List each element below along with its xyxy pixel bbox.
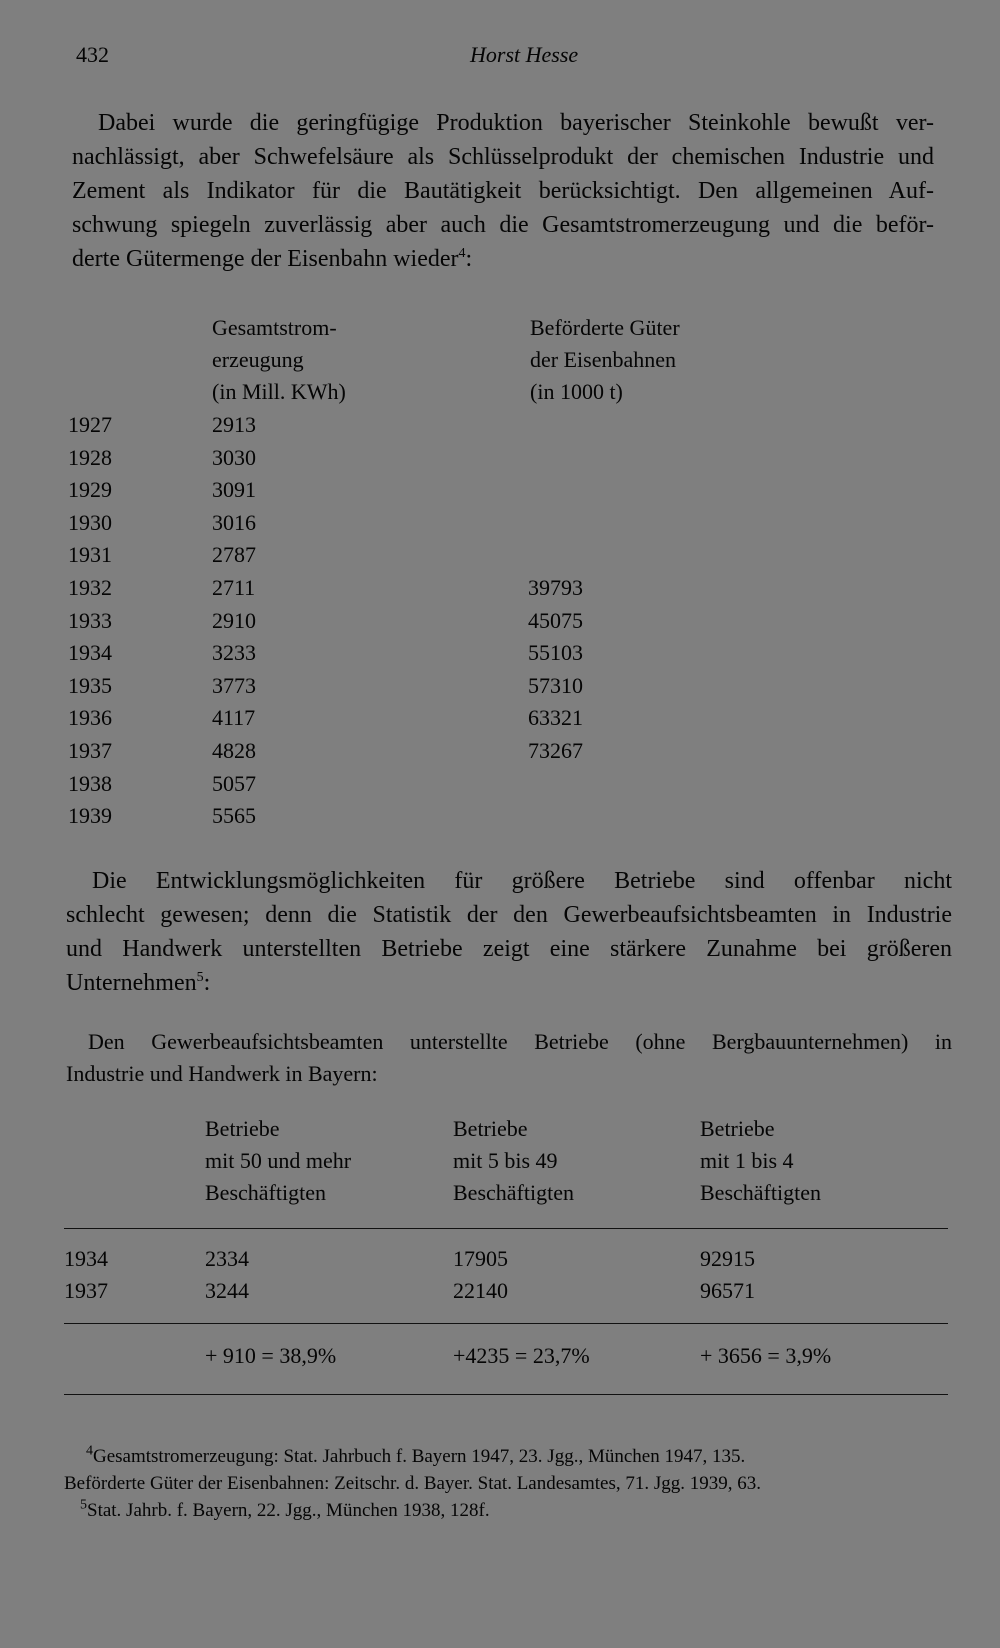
paragraph-line: Zement als Indikator für die Bautätigkeit berücksichtigt. Den allgemeinen Auf- xyxy=(72,178,934,204)
paragraph-end-punct: : xyxy=(465,246,473,272)
paragraph-line: schwung spiegeln zuverlässig aber auch die Gesamtstromerzeugung und die beför- xyxy=(72,212,934,238)
footnote-text: Stat. Jahrb. f. Bayern, 22. Jgg., München 1938, 128f. xyxy=(87,1500,490,1521)
table1-gueter-value: 55103 xyxy=(528,640,583,666)
table1-strom-value: 2787 xyxy=(212,542,256,568)
table1-strom-value: 3091 xyxy=(212,477,256,503)
paragraph-line: und Handwerk unterstellten Betriebe zeigt eine stärkere Zunahme bei größeren xyxy=(66,936,952,962)
paragraph-1 xyxy=(72,106,934,276)
table2-cell: 2334 xyxy=(205,1246,249,1271)
table1-year: 1932 xyxy=(68,575,112,600)
table1-gueter-value: 57310 xyxy=(528,672,583,698)
paragraph-line: schlecht gewesen; denn die Statistik der den Gewerbeaufsichtsbeamten in Industrie xyxy=(66,902,952,928)
table1-year: 1934 xyxy=(68,640,112,666)
table1-year: 1929 xyxy=(68,477,112,503)
paragraph-line xyxy=(72,242,934,276)
table1-strom-value: 2711 xyxy=(212,575,256,600)
table1-gueter-value: 45075 xyxy=(528,607,583,633)
paragraph-line: Dabei wurde die geringfügige Produktion bayerischer Steinkohle bewußt ver- xyxy=(98,110,934,136)
table1-year: 1935 xyxy=(68,672,112,698)
table2-header-line: Beschäftigten xyxy=(205,1180,326,1205)
paragraph-line-text: Unternehmen xyxy=(66,970,197,996)
table1-col2-header-line: der Eisenbahnen xyxy=(530,347,676,372)
table1-year: 1938 xyxy=(68,770,112,796)
table2-bottom-rule xyxy=(64,1394,948,1395)
table1-year: 1933 xyxy=(68,607,112,633)
table1-year: 1930 xyxy=(68,509,112,535)
table1-strom-value: 3016 xyxy=(212,509,256,535)
table1-strom-value: 3030 xyxy=(212,444,256,470)
footnote-ref-5: 5 xyxy=(196,970,204,985)
table1-strom-value: 5565 xyxy=(212,803,256,829)
table2-header-line: Beschäftigten xyxy=(700,1180,821,1205)
caption-line: Industrie und Handwerk in Bayern: xyxy=(66,1061,378,1086)
table1-year: 1931 xyxy=(68,542,112,568)
page-number: 432 xyxy=(76,42,109,67)
footnote-text: Beförderte Güter der Eisenbahnen: Zeitschr. d. Bayer. Stat. Landesamtes, 71. Jgg. 1939, 63. xyxy=(64,1473,762,1494)
footnote-mark: 4 xyxy=(86,1443,93,1459)
table2-cell: 96571 xyxy=(700,1278,755,1303)
footnote-text: Gesamtstromerzeugung: Stat. Jahrbuch f. Bayern 1947, 23. Jgg., München 1947, 135. xyxy=(93,1446,746,1467)
table1-gueter-value: 39793 xyxy=(528,575,583,600)
table2-header-line: mit 5 bis 49 xyxy=(453,1148,558,1173)
table1-col2-header-line: Beförderte Güter xyxy=(530,315,680,340)
table1-year: 1939 xyxy=(68,803,112,829)
table2-year: 1937 xyxy=(64,1278,108,1303)
table1-gueter-value: 63321 xyxy=(528,705,583,731)
paragraph-line: Die Entwicklungsmöglichkeiten für größere Betriebe sind offenbar nicht xyxy=(92,868,952,894)
table2-header-line: Betriebe xyxy=(453,1116,528,1141)
table1-strom-value: 3233 xyxy=(212,640,256,666)
table1-strom-value: 5057 xyxy=(212,770,256,796)
table1-col1-header-line: (in Mill. KWh) xyxy=(212,379,346,404)
table1-col1-header-line: Gesamtstrom- xyxy=(212,315,337,340)
running-header-author: Horst Hesse xyxy=(470,42,579,67)
table1-gueter-value: 73267 xyxy=(528,738,583,763)
table2-change: +4235 = 23,7% xyxy=(453,1343,590,1368)
paragraph-line: nachlässigt, aber Schwefelsäure als Schlüsselprodukt der chemischen Industrie und xyxy=(72,144,934,170)
footnote-ref-4: 4 xyxy=(458,246,466,261)
table2-header-line: Betriebe xyxy=(700,1116,775,1141)
table2-year: 1934 xyxy=(64,1246,108,1271)
paragraph-2 xyxy=(66,864,952,1000)
table2-mid-rule xyxy=(64,1323,948,1324)
table1-col1-header-line: erzeugung xyxy=(212,347,304,372)
table2-header-line: Betriebe xyxy=(205,1116,280,1141)
table1-year: 1927 xyxy=(68,412,112,437)
paragraph-end-punct: : xyxy=(203,970,211,996)
table2-cell: 17905 xyxy=(453,1246,508,1271)
table1-col2-header-line: (in 1000 t) xyxy=(530,379,623,404)
table2-caption xyxy=(66,1026,952,1090)
table2-change: + 3656 = 3,9% xyxy=(700,1343,832,1368)
table1-year: 1937 xyxy=(68,738,112,763)
table1-year: 1928 xyxy=(68,444,112,470)
table2-header-line: mit 1 bis 4 xyxy=(700,1148,794,1173)
table1-strom-value: 4828 xyxy=(212,738,256,763)
table2-header-line: mit 50 und mehr xyxy=(205,1148,352,1173)
footnote-4-continued xyxy=(64,1471,761,1497)
table1-strom-value: 4117 xyxy=(212,705,256,731)
table1-year: 1936 xyxy=(68,705,112,731)
paragraph-line xyxy=(66,966,952,1000)
footnote-mark: 5 xyxy=(80,1497,87,1513)
paragraph-line-text: derte Gütermenge der Eisenbahn wieder xyxy=(72,246,459,272)
table1-strom-value: 3773 xyxy=(212,672,256,698)
table2-change: + 910 = 38,9% xyxy=(205,1343,337,1368)
table1-strom-value: 2913 xyxy=(212,412,256,437)
table2-cell: 92915 xyxy=(700,1246,755,1271)
table2-cell: 22140 xyxy=(453,1278,508,1303)
table2-header-line: Beschäftigten xyxy=(453,1180,574,1205)
table2-top-rule xyxy=(64,1228,948,1229)
table1-strom-value: 2910 xyxy=(212,607,256,633)
footnote-5 xyxy=(80,1498,490,1524)
footnote-4 xyxy=(86,1444,745,1470)
table2-cell: 3244 xyxy=(205,1278,249,1303)
caption-line: Den Gewerbeaufsichtsbeamten unterstellte Betriebe (ohne Bergbauunternehmen) in xyxy=(88,1029,952,1054)
